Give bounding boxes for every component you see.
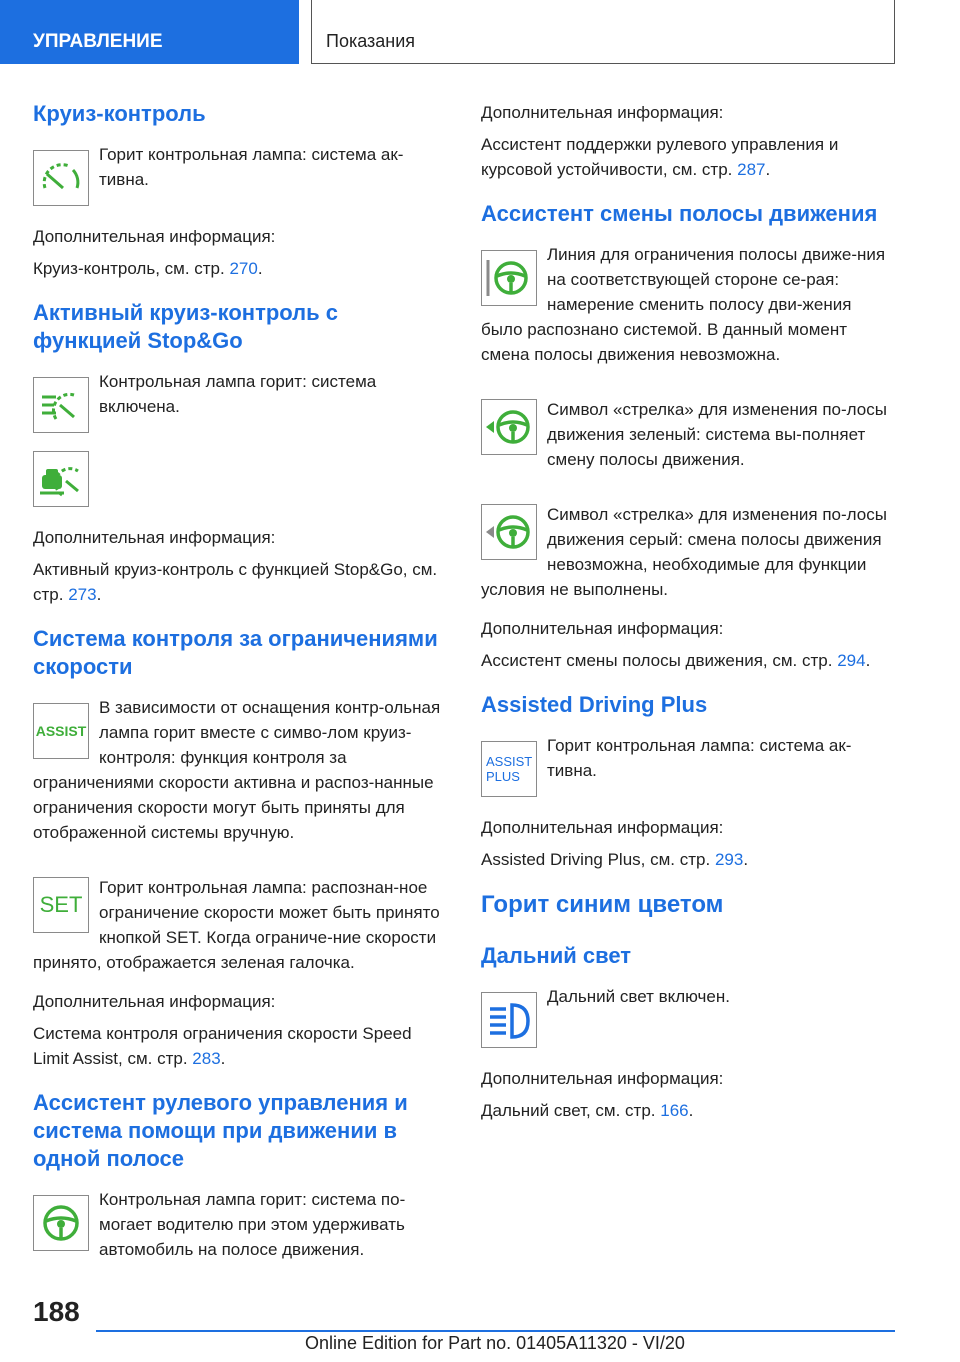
cruise-ref-text: Круиз-контроль, см. стр. <box>33 259 230 278</box>
high-beam-ref <box>481 1098 897 1123</box>
acc-car-icon <box>33 451 89 507</box>
steer-ref-text: Ассистент поддержки рулевого управления и курсовой устойчивости, см. стр. <box>481 135 839 179</box>
acc-ref <box>33 557 449 607</box>
heading-acc: Активный круиз-контроль с функцией Stop&Go <box>33 300 339 353</box>
entry-cruise <box>33 142 449 212</box>
lane-desc-1: Линия для ограничения полосы движе-ния на соответствующей стороне се-рая: намерение сменить полосу дви-жения было распознано системой. В данный момент смена полосы движения невозможна. <box>481 245 886 364</box>
assist-plus-icon <box>481 741 537 797</box>
entry-speed-assist <box>33 695 449 845</box>
speed-ref <box>33 1021 449 1071</box>
acc-ref-end: . <box>96 585 102 604</box>
chapter-title: Показания <box>326 31 416 51</box>
lane-page-link[interactable]: 294 <box>837 651 866 670</box>
steer-desc: Контрольная лампа горит: система по-могает водителю при этом удерживать автомобиль на полосе движения. <box>99 1190 406 1259</box>
high-beam-ref-text: Дальний свет, см. стр. <box>481 1101 661 1120</box>
acc-icon <box>33 377 89 433</box>
lane-desc-2: Символ «стрелка» для изменения по-лосы движения зеленый: система вы-полняет смену полосы движения. <box>547 400 887 469</box>
adp-ref-text: Assisted Driving Plus, см. стр. <box>481 850 715 869</box>
lane-change-left-green-icon <box>481 399 537 455</box>
high-beam-icon <box>481 992 537 1048</box>
section-tab-label: УПРАВЛЕНИЕ <box>33 31 163 52</box>
assist-plus-line1: ASSIST <box>486 754 533 769</box>
acc-page-link[interactable]: 273 <box>68 585 97 604</box>
lane-change-left-grey-icon <box>481 504 537 560</box>
acc-more: Дополнительная информация: <box>33 528 276 547</box>
high-beam-page-link[interactable]: 166 <box>660 1101 689 1120</box>
assist-plus-line2: PLUS <box>486 769 520 784</box>
heading-lane: Ассистент смены полосы движения <box>481 201 878 226</box>
heading-blue: Горит синим цветом <box>481 891 724 918</box>
high-beam-ref-end: . <box>688 1101 694 1120</box>
lane-change-grey-line-icon <box>481 250 537 306</box>
assist-icon <box>33 703 89 759</box>
steer-more: Дополнительная информация: <box>481 103 724 122</box>
entry-acc-car <box>33 451 449 513</box>
set-icon-text: SET <box>39 892 83 917</box>
cruise-ref <box>33 256 449 281</box>
speed-ref-text: Система контроля ограничения скорости Speed Limit Assist, см. стр. <box>33 1024 412 1068</box>
acc-ref-text: Активный круиз-контроль с функцией Stop&Go, см. стр. <box>33 560 438 604</box>
entry-speed-set <box>33 875 449 975</box>
entry-acc <box>33 369 449 439</box>
left-column <box>33 100 449 1274</box>
footer-edition: Online Edition for Part no. 01405A11320 - VI/20 <box>305 1333 685 1353</box>
speed-more: Дополнительная информация: <box>33 992 276 1011</box>
adp-ref <box>481 847 897 872</box>
set-icon <box>33 877 89 933</box>
speed-page-link[interactable]: 283 <box>192 1049 221 1068</box>
entry-lane-1 <box>481 242 897 367</box>
steer-ref-end: . <box>765 160 771 179</box>
heading-adp: Assisted Driving Plus <box>481 692 708 717</box>
entry-lane-2 <box>481 397 897 472</box>
cruise-desc: Горит контрольная лампа: система ак-тивна. <box>99 145 404 189</box>
adp-more: Дополнительная информация: <box>481 818 724 837</box>
section-tab[interactable] <box>0 0 299 64</box>
heading-speed: Система контроля за ограничениями скорости <box>33 626 438 679</box>
adp-page-link[interactable]: 293 <box>714 850 744 869</box>
heading-steer: Ассистент рулевого управления и система помощи при движении в одной полосе <box>33 1090 408 1171</box>
entry-high-beam <box>481 984 897 1054</box>
entry-lane-3 <box>481 502 897 602</box>
steering-wheel-icon <box>33 1195 89 1251</box>
acc-desc: Контрольная лампа горит: система включена. <box>99 372 377 416</box>
speed-desc-1: В зависимости от оснащения контр-ольная лампа горит вместе с симво-лом круиз-контроля: функция контроля за ограничениями скорости активна и распоз-нанные ограничения скорости могут быть приняты для отображенной системы вручную. <box>33 698 441 842</box>
heading-high-beam: Дальний свет <box>481 943 632 968</box>
cruise-ref-end: . <box>257 259 263 278</box>
assist-icon-text: ASSIST <box>35 723 87 739</box>
steer-ref <box>481 132 897 182</box>
lane-ref <box>481 648 897 673</box>
adp-ref-end: . <box>743 850 749 869</box>
speed-desc-2: Горит контрольная лампа: распознан-ное ограничение скорости может быть принято кнопкой SET. Когда ограниче-ние скорости принято, отображается зеленая галочка. <box>33 878 440 972</box>
page-number: 188 <box>33 1296 80 1327</box>
lane-more: Дополнительная информация: <box>481 619 724 638</box>
lane-desc-3: Символ «стрелка» для изменения по-лосы движения серый: смена полосы движения невозможна, необходимые для функции условия не выполнены. <box>481 505 887 599</box>
right-column <box>481 100 897 1130</box>
speed-ref-end: . <box>220 1049 226 1068</box>
heading-cruise: Круиз-контроль <box>33 101 206 126</box>
steer-page-link[interactable]: 287 <box>737 160 766 179</box>
cruise-more: Дополнительная информация: <box>33 227 276 246</box>
chapter-header <box>311 0 895 64</box>
lane-ref-end: . <box>865 651 871 670</box>
adp-desc: Горит контрольная лампа: система ак-тивна. <box>547 736 852 780</box>
lane-ref-text: Ассистент смены полосы движения, см. стр. <box>481 651 838 670</box>
high-beam-more: Дополнительная информация: <box>481 1069 724 1088</box>
footer-divider <box>96 1330 895 1332</box>
cruise-control-icon <box>33 150 89 206</box>
entry-steer <box>33 1187 449 1262</box>
entry-adp <box>481 733 897 803</box>
cruise-page-link[interactable]: 270 <box>229 259 258 278</box>
high-beam-desc: Дальний свет включен. <box>547 987 730 1006</box>
